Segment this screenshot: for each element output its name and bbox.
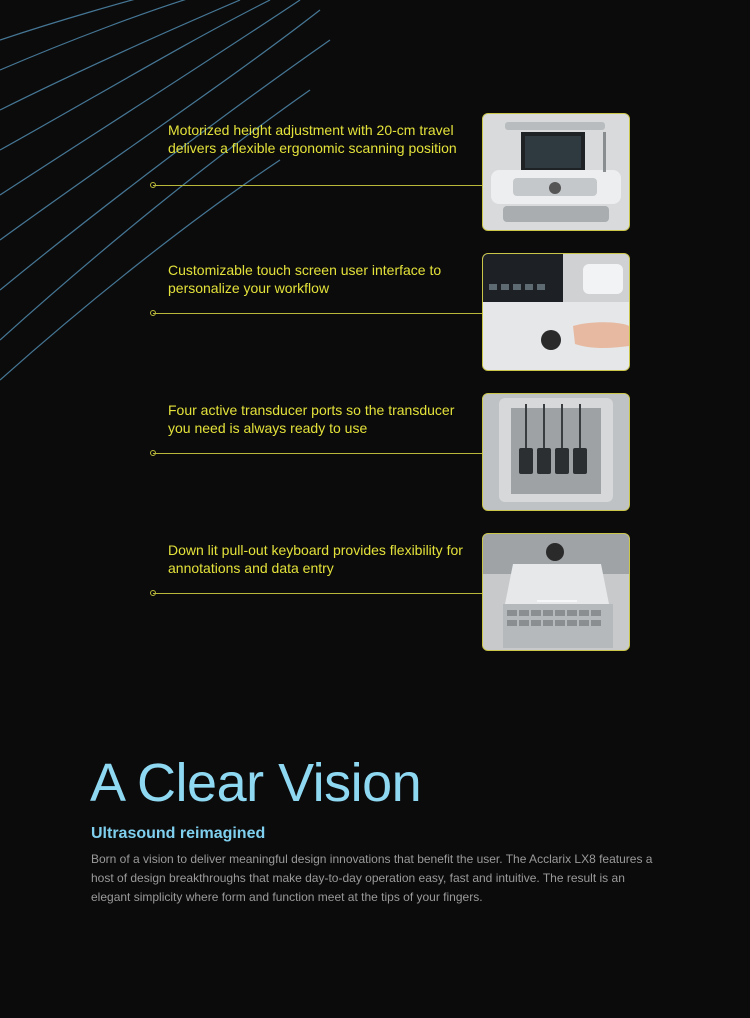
feature-text: Motorized height adjustment with 20-cm travel delivers a flexible ergonomic scanning position — [168, 122, 457, 156]
touch-screen-image — [482, 253, 630, 371]
leader-line — [153, 593, 484, 594]
feature-text: Down lit pull-out keyboard provides flexibility for annotations and data entry — [168, 542, 463, 576]
feature-item-height-adjustment — [150, 113, 632, 233]
ultrasound-console-image — [482, 113, 630, 231]
feature-text: Customizable touch screen user interface to personalize your workflow — [168, 262, 442, 296]
feature-item-transducer-ports — [150, 393, 632, 513]
leader-line — [153, 453, 484, 454]
body-copy: Born of a vision to deliver meaningful design innovations that benefit the user. The Acclarix LX8 features a host of design breakthroughs that make day-to-day operation easy, fast and intuitive. The result is an elegant simplicity where form and function meet at the tips of your fingers. — [91, 852, 653, 904]
subheadline: Ultrasound reimagined — [91, 825, 266, 842]
transducer-ports-image — [482, 393, 630, 511]
feature-item-touch-screen — [150, 253, 632, 373]
leader-line — [153, 313, 484, 314]
feature-item-keyboard — [150, 533, 632, 653]
keyboard-image — [482, 533, 630, 651]
leader-line — [153, 185, 484, 186]
feature-text: Four active transducer ports so the transducer you need is always ready to use — [168, 402, 455, 436]
headline: A Clear Vision — [90, 753, 422, 813]
